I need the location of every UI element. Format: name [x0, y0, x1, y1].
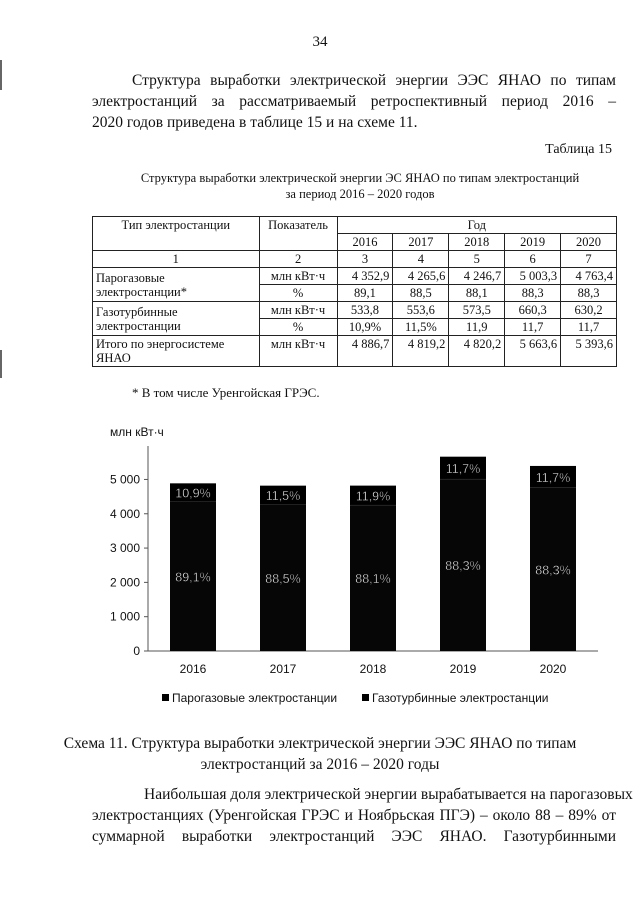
value-cell: 11,7 — [505, 319, 561, 336]
value-cell: 11,5% — [393, 319, 449, 336]
value-cell: 4 763,4 — [561, 268, 617, 285]
value-cell: 4 352,9 — [337, 268, 393, 285]
column-number: 5 — [449, 251, 505, 268]
data-label: 88,1% — [355, 572, 391, 587]
data-label: 89,1% — [175, 570, 211, 585]
table-title-line: за период 2016 – 2020 годов — [285, 187, 435, 201]
value-cell: 11,9 — [449, 319, 505, 336]
x-tick-label: 2017 — [269, 662, 297, 676]
value-cell: 4 819,2 — [393, 336, 449, 367]
header-type: Тип электростанции — [93, 217, 260, 251]
table-title-line: Структура выработки электрической энергии ЭС ЯНАО по типам электростанций — [140, 171, 580, 185]
column-number: 6 — [505, 251, 561, 268]
unit-cell: млн кВт·ч — [259, 302, 337, 319]
row-label: Парогазовые электростанции* — [93, 268, 260, 302]
generation-table — [92, 216, 617, 367]
conclusion-line: суммарной выработки электростанций ЭЭС ЯНАО. Газотурбинными — [92, 828, 616, 845]
legend-label: Газотурбинные электростанции — [372, 691, 549, 705]
y-tick-label: 3 000 — [109, 541, 140, 556]
column-number: 2 — [259, 251, 337, 268]
data-label: 88,3% — [535, 563, 571, 578]
legend-label: Парогазовые электростанции — [172, 691, 338, 705]
data-label: 88,3% — [445, 559, 481, 574]
generation-chart — [0, 420, 640, 720]
value-cell: 88,3 — [505, 285, 561, 302]
header-year-cell: 2016 — [337, 234, 393, 251]
value-cell: 88,3 — [561, 285, 617, 302]
data-label: 11,5% — [265, 489, 301, 504]
caption-line: Схема 11. Структура выработки электрической энергии ЭЭС ЯНАО по типам — [63, 735, 577, 752]
page-number: 34 — [312, 34, 328, 50]
value-cell: 533,8 — [337, 302, 393, 319]
value-cell: 630,2 — [561, 302, 617, 319]
figure-caption — [0, 733, 640, 775]
y-tick-label: 4 000 — [109, 506, 140, 521]
value-cell: 5 663,6 — [505, 336, 561, 367]
y-tick-label: 0 — [133, 644, 140, 658]
caption-line: электростанций за 2016 – 2020 годы — [200, 756, 440, 773]
x-tick-label: 2020 — [539, 662, 567, 676]
column-number: 1 — [93, 251, 260, 268]
conclusion-line: электростанциях (Уренгойская ГРЭС и Ноябрьская ПГЭ) – около 88 – 89% от — [92, 807, 616, 824]
table-row — [93, 336, 617, 367]
header-indicator: Показатель — [259, 217, 337, 251]
y-axis-label: млн кВт·ч — [110, 425, 164, 439]
value-cell: 88,5 — [393, 285, 449, 302]
intro-line: Структура выработки электрической энергии ЭЭС ЯНАО по типам — [132, 72, 616, 89]
row-label: Итого по энергосистеме ЯНАО — [93, 336, 260, 367]
intro-line: 2020 годов приведена в таблице 15 и на схеме 11. — [92, 114, 418, 131]
y-tick-label: 2 000 — [109, 575, 140, 590]
column-number: 4 — [393, 251, 449, 268]
value-cell: 573,5 — [449, 302, 505, 319]
data-label: 10,9% — [175, 486, 211, 501]
table-row — [93, 268, 617, 285]
x-tick-label: 2018 — [359, 662, 387, 676]
value-cell: 4 820,2 — [449, 336, 505, 367]
intro-paragraph — [92, 70, 616, 133]
table-label: Таблица 15 — [545, 142, 612, 157]
value-cell: 4 886,7 — [337, 336, 393, 367]
conclusion-paragraph — [92, 784, 633, 847]
legend-swatch — [162, 694, 169, 701]
y-tick-label: 5 000 — [109, 472, 140, 487]
unit-cell: млн кВт·ч — [259, 336, 337, 367]
legend-swatch — [362, 694, 369, 701]
data-label: 88,5% — [265, 571, 301, 586]
header-year-cell: 2018 — [449, 234, 505, 251]
value-cell: 10,9% — [337, 319, 393, 336]
value-cell: 553,6 — [393, 302, 449, 319]
scan-edge-mark — [0, 60, 2, 90]
column-number: 7 — [561, 251, 617, 268]
value-cell: 4 246,7 — [449, 268, 505, 285]
column-number: 3 — [337, 251, 393, 268]
data-label: 11,9% — [355, 489, 391, 504]
data-label: 11,7% — [535, 470, 571, 485]
column-number-row — [93, 251, 617, 268]
table-row — [93, 302, 617, 319]
conclusion-line: Наибольшая доля электрической энергии вырабатывается на парогазовых — [144, 786, 633, 803]
header-year-cell: 2017 — [393, 234, 449, 251]
x-tick-label: 2019 — [449, 662, 477, 676]
header-year-cell: 2020 — [561, 234, 617, 251]
value-cell: 5 393,6 — [561, 336, 617, 367]
value-cell: 88,1 — [449, 285, 505, 302]
unit-cell: % — [259, 319, 337, 336]
unit-cell: млн кВт·ч — [259, 268, 337, 285]
unit-cell: % — [259, 285, 337, 302]
table-title — [100, 170, 620, 202]
value-cell: 5 003,3 — [505, 268, 561, 285]
header-year: Год — [337, 217, 616, 234]
row-label: Газотурбинные электростанции — [93, 302, 260, 336]
value-cell: 660,3 — [505, 302, 561, 319]
y-tick-label: 1 000 — [109, 609, 140, 624]
table-footnote: * В том числе Уренгойская ГРЭС. — [132, 385, 320, 400]
value-cell: 11,7 — [561, 319, 617, 336]
header-year-cell: 2019 — [505, 234, 561, 251]
intro-line: электростанций за рассматриваемый ретроспективный период 2016 – — [92, 93, 616, 110]
data-label: 11,7% — [445, 462, 481, 477]
scan-edge-mark — [0, 350, 2, 378]
value-cell: 89,1 — [337, 285, 393, 302]
value-cell: 4 265,6 — [393, 268, 449, 285]
x-tick-label: 2016 — [179, 662, 207, 676]
